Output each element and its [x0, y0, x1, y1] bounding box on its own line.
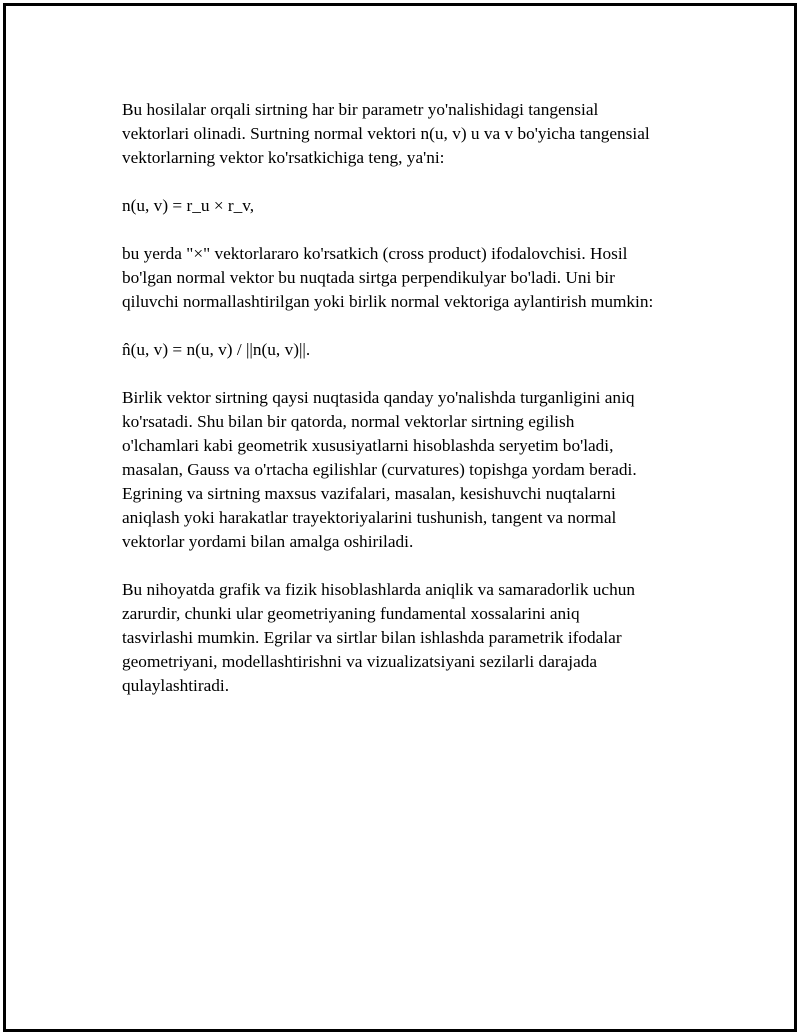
paragraph-conclusion [122, 578, 702, 698]
text-line: ko'rsatadi. Shu bilan bir qatorda, normal vektorlar sirtning egilish [122, 412, 575, 431]
text-line: bo'lgan normal vektor bu nuqtada sirtga perpendikulyar bo'ladi. Uni bir [122, 268, 615, 287]
page-frame [3, 3, 797, 1032]
paragraph-unit-vector [122, 386, 702, 554]
text-line: aniqlash yoki harakatlar trayektoriyalarini tushunish, tangent va normal [122, 508, 617, 527]
text-line: qulaylashtiradi. [122, 676, 230, 695]
text-line: vektorlarning vektor ko'rsatkichiga teng, ya'ni: [122, 148, 445, 167]
text-line: n(u, v) = r_u × r_v, [122, 196, 255, 215]
text-line: tasvirlashi mumkin. Egrilar va sirtlar bilan ishlashda parametrik ifodalar [122, 628, 622, 647]
text-line: Bu hosilalar orqali sirtning har bir parametr yo'nalishidagi tangensial [122, 100, 599, 119]
text-line: vektorlar yordami bilan amalga oshiriladi. [122, 532, 414, 551]
text-line: zarurdir, chunki ular geometriyaning fundamental xossalarini aniq [122, 604, 580, 623]
text-line: geometriyani, modellashtirishni va vizualizatsiyani sezilarli darajada [122, 652, 598, 671]
text-line: o'lchamlari kabi geometrik xususiyatlarni hisoblashda seryetim bo'ladi, [122, 436, 614, 455]
text-line: vektorlari olinadi. Surtning normal vektori n(u, v) u va v bo'yicha tangensial [122, 124, 650, 143]
text-line: bu yerda "×" vektorlararo ko'rsatkich (cross product) ifodalovchisi. Hosil [122, 244, 628, 263]
paragraph-cross-product [122, 242, 702, 314]
text-line: n̂(u, v) = n(u, v) / ||n(u, v)||. [122, 340, 311, 359]
text-line: Birlik vektor sirtning qaysi nuqtasida qanday yo'nalishda turganligini aniq [122, 388, 635, 407]
paragraph-tangent-vectors [122, 98, 702, 170]
document-body [122, 98, 702, 722]
text-line: qiluvchi normallashtirilgan yoki birlik normal vektoriga aylantirish mumkin: [122, 292, 654, 311]
text-line: Bu nihoyatda grafik va fizik hisoblashlarda aniqlik va samaradorlik uchun [122, 580, 636, 599]
formula-normal-vector [122, 194, 702, 218]
formula-unit-normal [122, 338, 702, 362]
text-line: Egrining va sirtning maxsus vazifalari, masalan, kesishuvchi nuqtalarni [122, 484, 616, 503]
text-line: masalan, Gauss va o'rtacha egilishlar (curvatures) topishga yordam beradi. [122, 460, 637, 479]
